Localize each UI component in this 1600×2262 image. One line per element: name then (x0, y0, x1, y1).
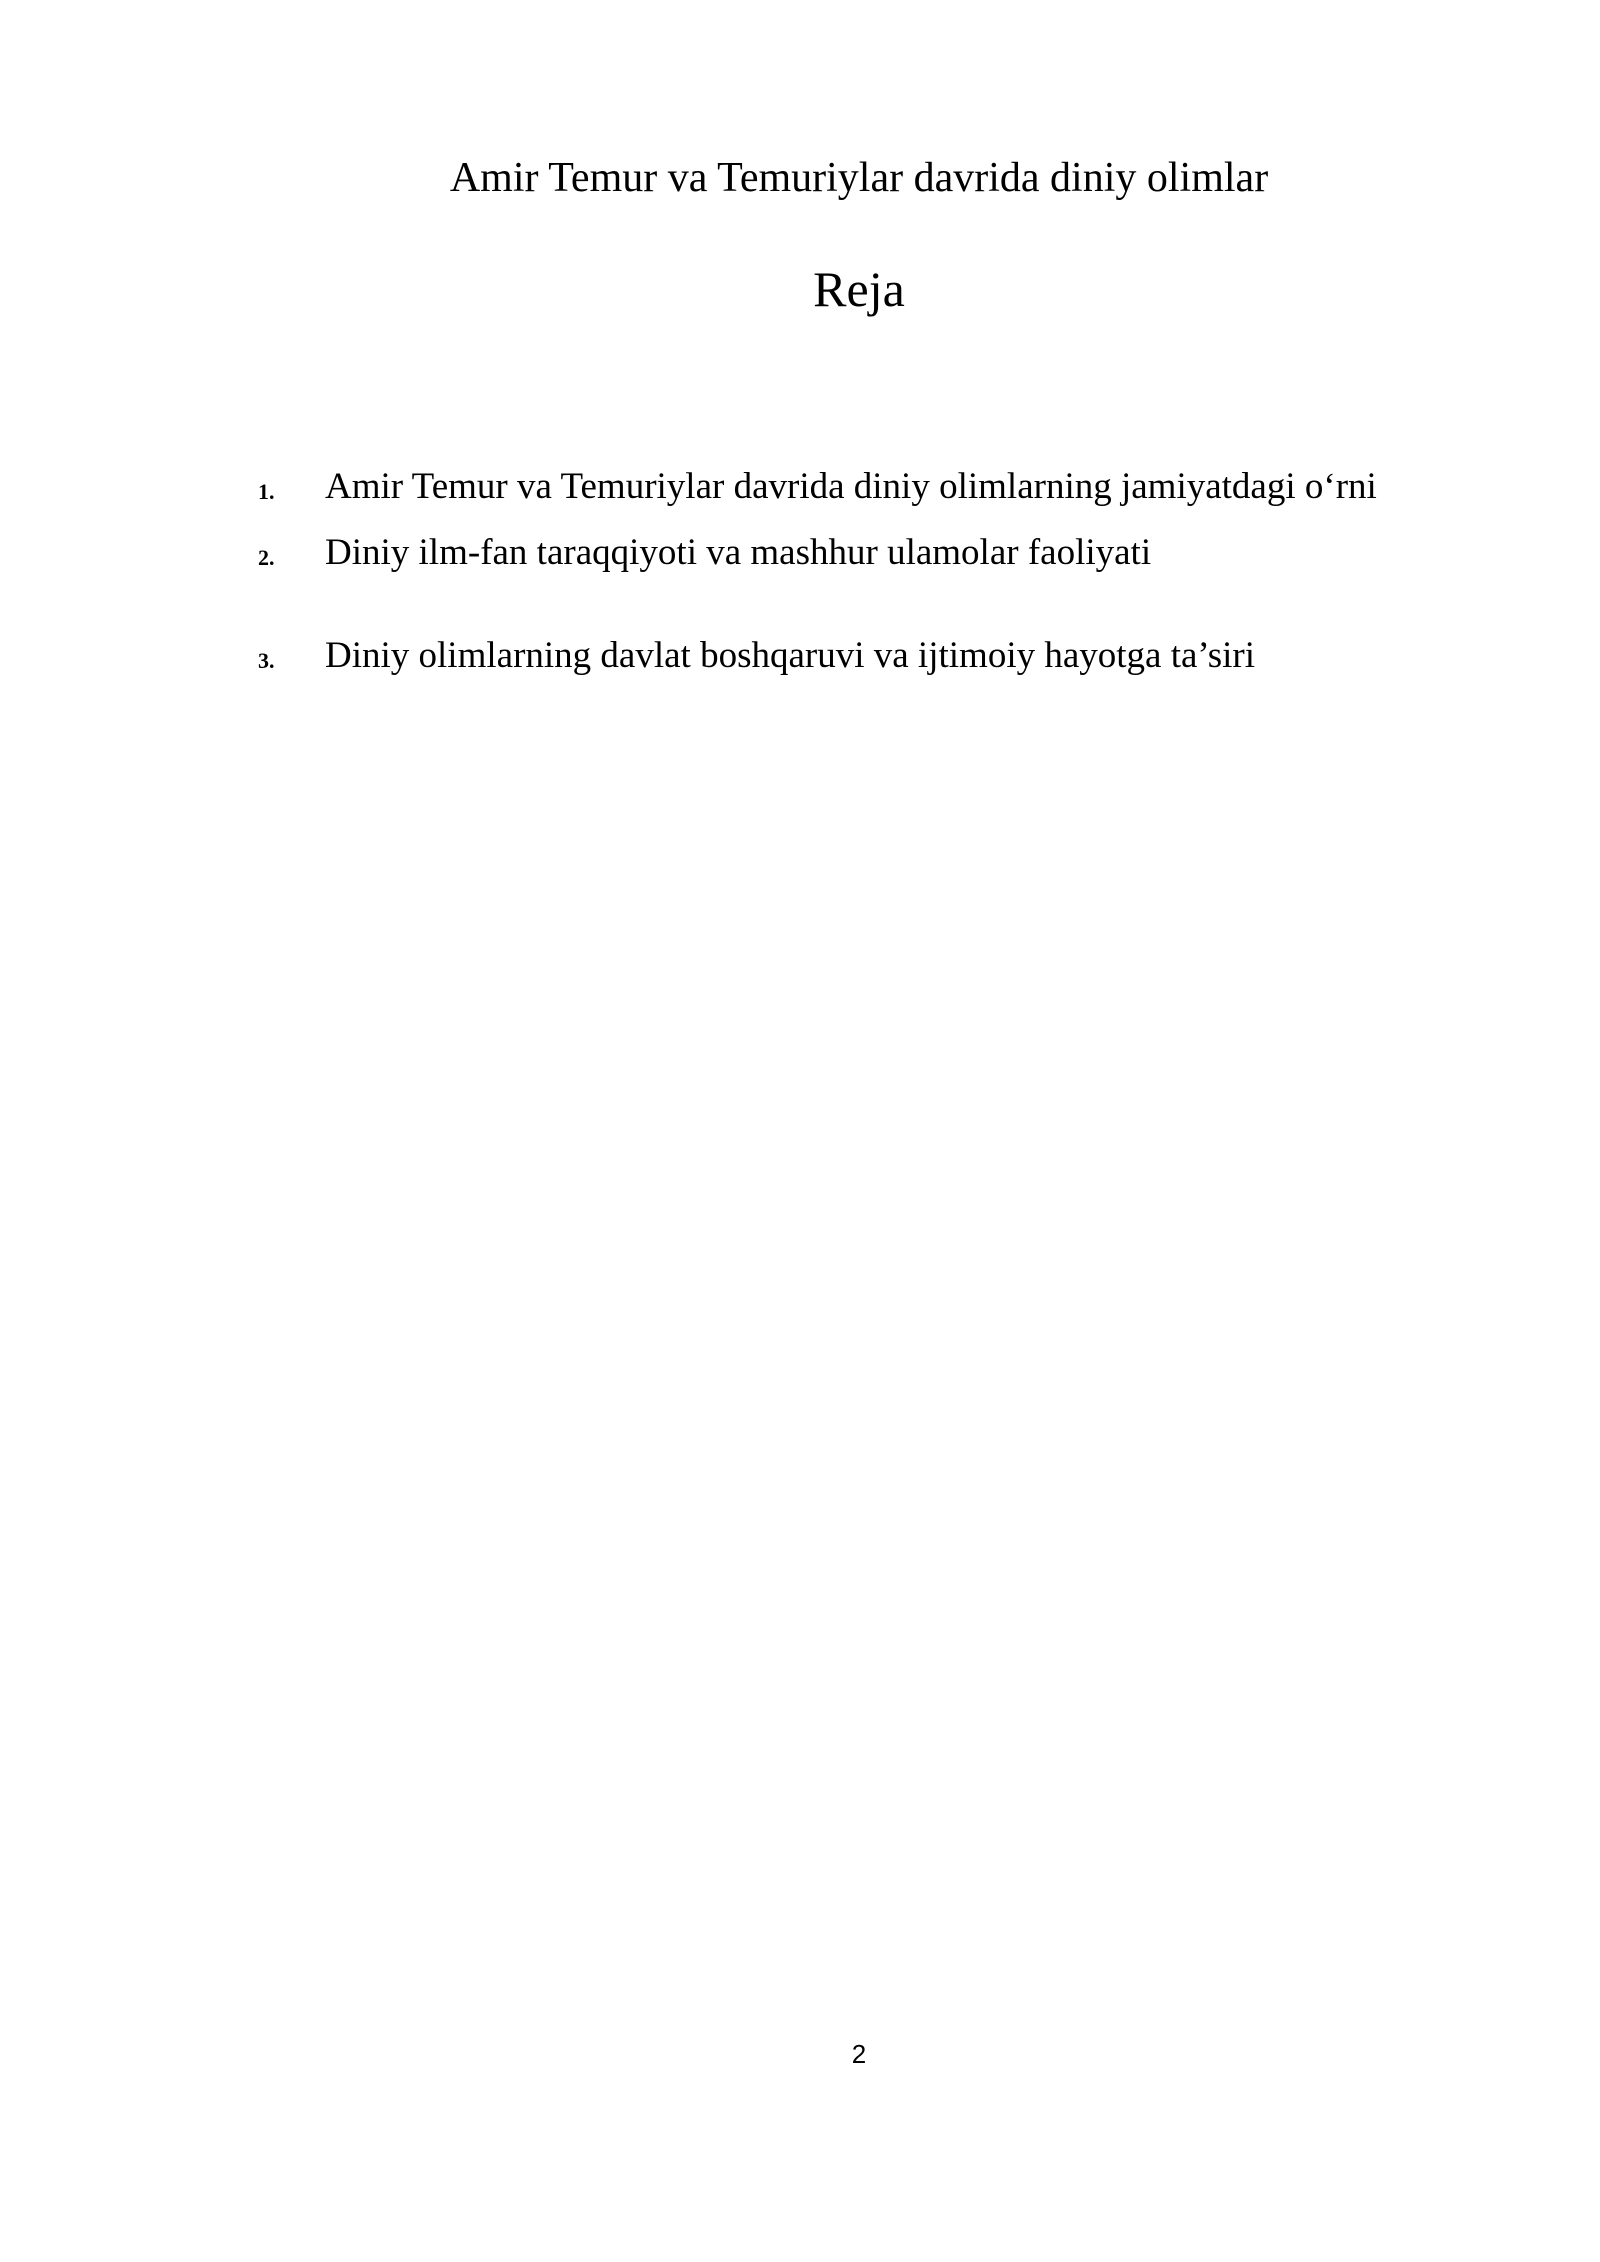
list-item-number: 1. (258, 479, 275, 504)
list-item-text: Amir Temur va Temuriylar davrida diniy olimlarning jamiyatdagi o‘rni (325, 466, 1377, 507)
document-title: Amir Temur va Temuriylar davrida diniy olimlar (449, 155, 1269, 201)
page-number: 2 (851, 2039, 867, 2069)
plan-heading: Reja (813, 261, 905, 317)
list-item-number: 2. (258, 545, 275, 570)
title-block (0, 152, 1600, 204)
list-item-text: Diniy ilm-fan taraqqiyoti va mashhur ulamolar faoliyati (325, 532, 1152, 573)
list-item-number: 3. (258, 648, 275, 673)
list-item (0, 463, 1600, 513)
list-item-text: Diniy olimlarning davlat boshqaruvi va ijtimoiy hayotga ta’siri (325, 635, 1255, 676)
list-item (0, 632, 1600, 682)
list-item (0, 529, 1600, 579)
